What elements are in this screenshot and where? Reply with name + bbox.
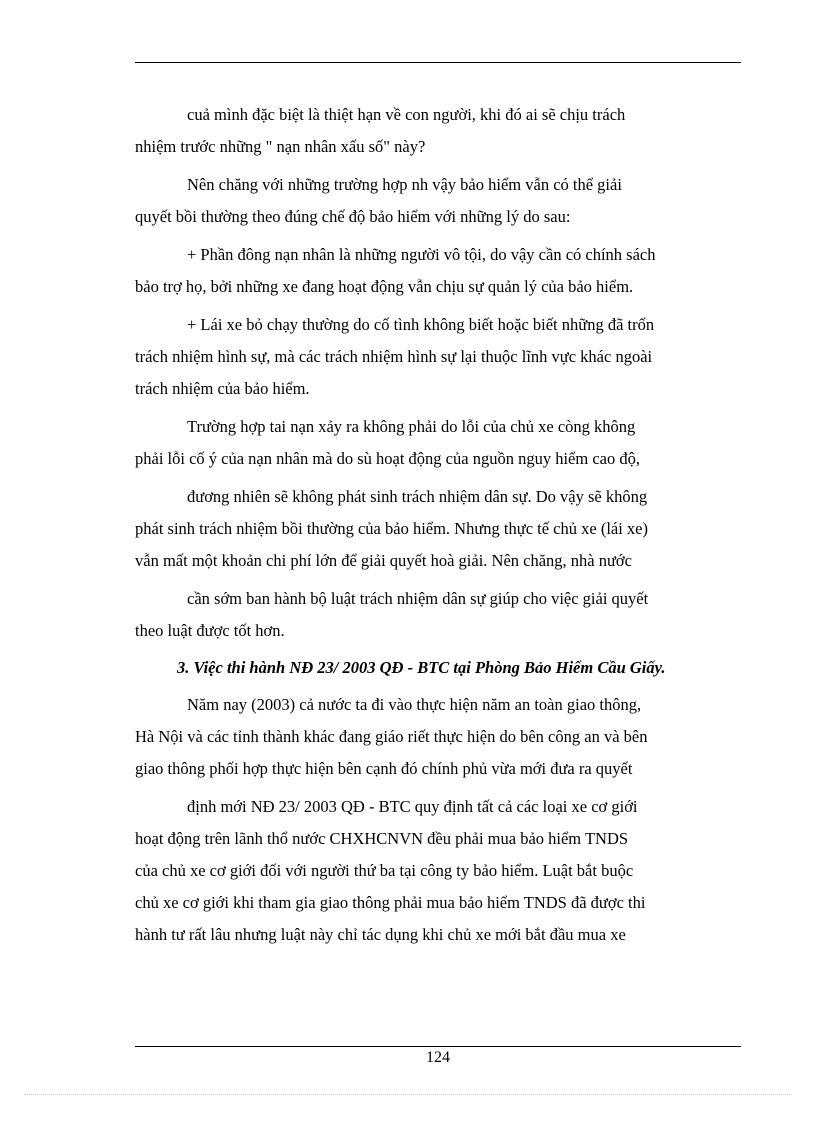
header-rule: [135, 62, 741, 63]
text-line: + Phần đông nạn nhân là những người vô tội, do vậy cần có chính sách: [187, 245, 656, 264]
paragraph: [135, 411, 740, 475]
text-line: + Lái xe bỏ chạy thường do cố tình không biết hoặc biết những đã trốn: [187, 315, 655, 334]
page-body: [135, 99, 740, 957]
text-line: nhiệm trước những " nạn nhân xấu số" này?: [135, 137, 426, 156]
page-break-dotted-line: [24, 1094, 792, 1095]
text-line: vẫn mất một khoản chi phí lớn để giải quyết hoà giải. Nên chăng, nhà nước: [135, 551, 632, 570]
paragraph: [135, 239, 740, 303]
text-line: Hà Nội và các tỉnh thành khác đang giáo riết thực hiện do bên công an và bên: [135, 727, 648, 746]
text-line: phát sinh trách nhiệm bồi thường của bảo hiểm. Nhưng thực tế chủ xe (lái xe): [135, 519, 648, 538]
text-line: quyết bồi thường theo đúng chế độ bảo hiểm với những lý do sau:: [135, 207, 571, 226]
text-line: trách nhiệm hình sự, mà các trách nhiệm hình sự lại thuộc lĩnh vực khác ngoài: [135, 347, 653, 366]
paragraph: [135, 583, 740, 647]
text-line: phải lỗi cố ý của nạn nhân mà do sù hoạt động của nguồn nguy hiểm cao độ,: [135, 449, 640, 468]
text-line: Trường hợp tai nạn xảy ra không phải do lỗi của chủ xe còng không: [187, 417, 636, 436]
paragraph: [135, 169, 740, 233]
paragraph: [135, 309, 740, 405]
text-line: Năm nay (2003) cả nước ta đi vào thực hiện năm an toàn giao thông,: [187, 695, 642, 714]
text-line: chủ xe cơ giới khi tham gia giao thông phải mua bảo hiểm TNDS đã được thi: [135, 893, 646, 912]
text-line: của chủ xe cơ giới đối với người thứ ba tại công ty bảo hiểm. Luật bắt buộc: [135, 861, 634, 880]
text-line: cuả mình đặc biệt là thiệt hạn về con người, khi đó ai sẽ chịu trách: [187, 105, 626, 124]
text-line: hoạt động trên lãnh thổ nước CHXHCNVN đều phải mua bảo hiểm TNDS: [135, 829, 629, 848]
text-line: trách nhiệm của bảo hiểm.: [135, 379, 310, 398]
paragraph: [135, 99, 740, 163]
text-line: định mới NĐ 23/ 2003 QĐ - BTC quy định tất cả các loại xe cơ giới: [187, 797, 638, 816]
paragraph: [135, 689, 740, 785]
text-line: đương nhiên sẽ không phát sinh trách nhiệm dân sự. Do vậy sẽ không: [187, 487, 648, 506]
text-line: Nên chăng với những trường hợp nh vậy bảo hiểm vẫn có thể giải: [187, 175, 622, 194]
text-line: giao thông phối hợp thực hiện bên cạnh đó chính phủ vừa mới đưa ra quyết: [135, 759, 633, 778]
text-line: bảo trợ họ, bởi những xe đang hoạt động vẫn chịu sự quản lý của bảo hiểm.: [135, 277, 634, 296]
paragraph: [135, 791, 740, 951]
text-line: theo luật được tốt hơn.: [135, 621, 285, 640]
section-heading: 3. Việc thi hành NĐ 23/ 2003 QĐ - BTC tại Phòng Bảo Hiểm Cầu Giấy.: [177, 658, 666, 677]
text-line: cần sớm ban hành bộ luật trách nhiệm dân sự giúp cho việc giải quyết: [187, 589, 649, 608]
paragraph: [135, 481, 740, 577]
page-number: 124: [426, 1049, 450, 1066]
footer-rule: [135, 1046, 741, 1047]
text-line: hành tư rất lâu nhưng luật này chỉ tác dụng khi chủ xe mới bắt đầu mua xe: [135, 925, 626, 944]
